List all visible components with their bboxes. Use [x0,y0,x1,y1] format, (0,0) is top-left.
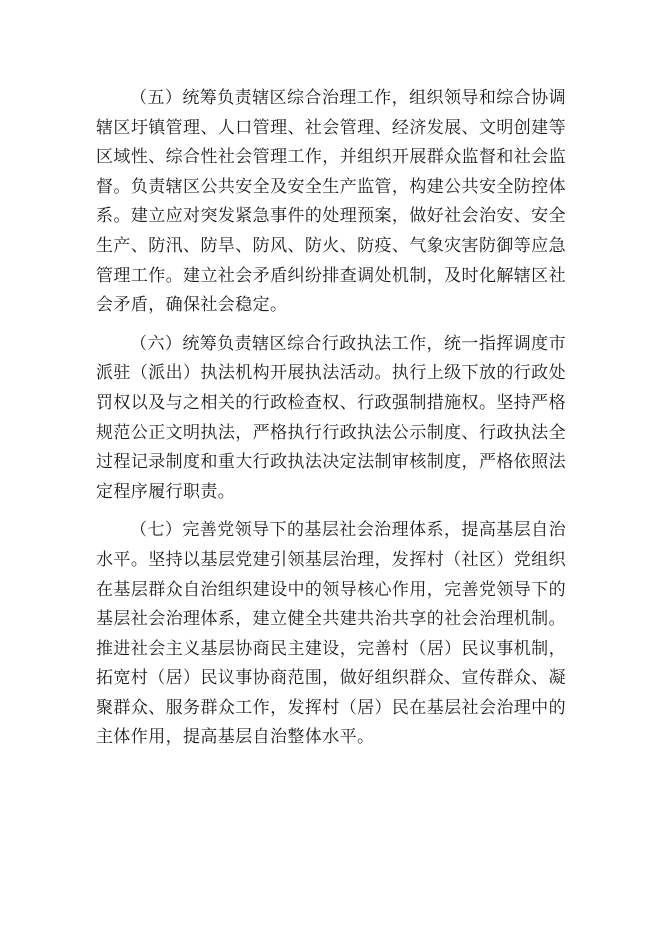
paragraph-item-5: （五）统筹负责辖区综合治理工作，组织领导和综合协调辖区圩镇管理、人口管理、社会管理、经济发展、文明创建等区域性、综合性社会管理工作，并组织开展群众监督和社会监督。负责辖区公共安全及安全生产监管，构建公共安全防控体系。建立应对突发紧急事件的处理预案，做好社会治安、安全生产、防汛、防旱、防风、防火、防疫、气象灾害防御等应急管理工作。建立社会矛盾纠纷排查调处机制，及时化解辖区社会矛盾，确保社会稳定。 [96,88,566,316]
paragraph-item-6: （六）统筹负责辖区综合行政执法工作，统一指挥调度市派驻（派出）执法机构开展执法活动。执行上级下放的行政处罚权以及与之相关的行政检查权、行政强制措施权。坚持严格规范公正文明执法，严格执行行政执法公示制度、行政执法全过程记录制度和重大行政执法决定法制审核制度，严格依照法定程序履行职责。 [96,333,566,502]
paragraph-item-7: （七）完善党领导下的基层社会治理体系，提高基层自治水平。坚持以基层党建引领基层治理，发挥村（社区）党组织在基层群众自治组织建设中的领导核心作用，完善党领导下的基层社会治理体系，建立健全共建共治共享的社会治理机制。推进社会主义基层协商民主建设，完善村（居）民议事机制，拓宽村（居）民议事协商范围，做好组织群众、宣传群众、凝聚群众、服务群众工作，发挥村（居）民在基层社会治理中的主体作用，提高基层自治整体水平。 [96,520,566,748]
